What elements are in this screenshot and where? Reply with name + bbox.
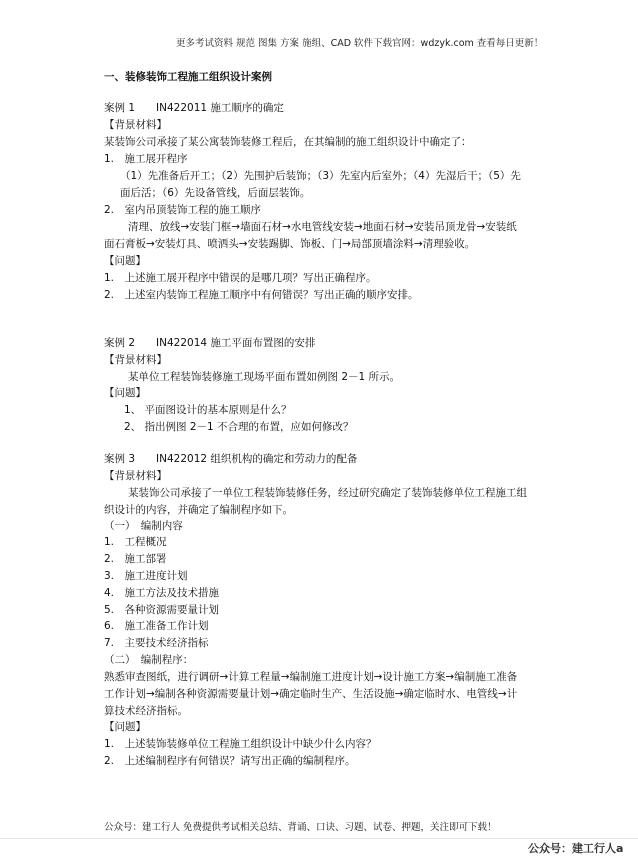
- case3-title: 案例 3 IN422012 组织机构的确定和劳动力的配备: [104, 453, 358, 465]
- case3-question-label: 【问题】: [104, 721, 146, 733]
- case3-part2-heading: （二） 编制程序：: [104, 654, 194, 666]
- footer-divider: [0, 838, 638, 839]
- page-footer: 公众号：建工行人 免费提供考试相关总结、背诵、口诀、习题、试卷、押题，关注即可下载！: [104, 822, 497, 833]
- case3-part1-heading: （一） 编制内容: [104, 520, 183, 532]
- case1-item2-text-a: 清理、放线→安装门框→墙面石材→水电管线安装→地面石材→安装吊顶龙骨→安装纸: [128, 221, 517, 233]
- case1-item1-text-b: 面后活；（6）先设备管线，后面层装饰。: [120, 187, 311, 199]
- case1-title: 案例 1 IN422011 施工顺序的确定: [104, 102, 284, 114]
- case3-bg-label: 【背景材料】: [104, 470, 167, 482]
- case3-intro-a: 某装饰公司承接了一单位工程装饰装修任务，经过研究确定了装饰装修单位工程施工组: [128, 487, 527, 499]
- watermark: 公众号：建工行人a: [528, 842, 624, 855]
- case2-title: 案例 2 IN422014 施工平面布置图的安排: [104, 337, 316, 349]
- case2-question-2: 2、 指出例图 2－1 不合理的布置，应如何修改？: [124, 421, 354, 433]
- case3-question-1: 1. 上述装饰装修单位工程施工组织设计中缺少什么内容？: [104, 738, 377, 750]
- case3-content-item: 5. 各种资源需要量计划: [104, 604, 220, 616]
- case1-item2: 2. 室内吊顶装饰工程的施工顺序: [104, 204, 262, 216]
- case1-intro: 某装饰公司承接了某公寓装饰装修工程后，在其编制的施工组织设计中确定了：: [104, 136, 472, 148]
- case3-content-item: 1. 工程概况: [104, 536, 167, 548]
- case1-question-2: 2. 上述室内装饰工程施工顺序中有何错误？写出正确的顺序安排。: [104, 289, 419, 301]
- case3-content-item: 7. 主要技术经济指标: [104, 637, 209, 649]
- case1-item2-text-b: 面石膏板→安装灯具、喷洒头→安装踢脚、饰板、门→局部顶墙涂料→清理验收。: [104, 238, 476, 250]
- case3-content-item: 6. 施工准备工作计划: [104, 620, 209, 632]
- case1-question-1: 1. 上述施工展开程序中错误的是哪几项？写出正确程序。: [104, 272, 377, 284]
- case3-content-item: 2. 施工部署: [104, 553, 167, 565]
- case3-question-2: 2. 上述编制程序有何错误？请写出正确的编制程序。: [104, 755, 356, 767]
- case1-item1: 1. 施工展开程序: [104, 153, 188, 165]
- case2-question-1: 1、 平面图设计的基本原则是什么？: [124, 404, 292, 416]
- case2-bg-label: 【背景材料】: [104, 354, 167, 366]
- case3-content-item: 3. 施工进度计划: [104, 570, 188, 582]
- case2-question-label: 【问题】: [104, 387, 146, 399]
- case3-procedure-c: 算技术经济指标。: [104, 705, 188, 717]
- case3-procedure-b: 工作计划→编制各种资源需要量计划→确定临时生产、生活设施→确定临时水、电管线→计: [104, 688, 518, 700]
- case3-content-item: 4. 施工方法及技术措施: [104, 587, 220, 599]
- case1-question-label: 【问题】: [104, 255, 146, 267]
- section-title: 一、装修装饰工程施工组织设计案例: [104, 71, 272, 83]
- case2-intro: 某单位工程装饰装修施工现场平面布置如例图 2－1 所示。: [128, 371, 401, 383]
- case1-bg-label: 【背景材料】: [104, 119, 167, 131]
- page-header: 更多考试资料 规范 图集 方案 施组、CAD 软件下载官网：wdzyk.com 查看每日更新！: [176, 38, 544, 49]
- case1-item1-text-a: （1）先准备后开工；（2）先围护后装饰；（3）先室内后室外；（4）先湿后干；（5）先: [120, 170, 521, 182]
- case3-intro-b: 织设计的内容，并确定了编制程序如下。: [104, 504, 293, 516]
- case3-procedure-a: 熟悉审查图纸，进行调研→计算工程量→编制施工进度计划→设计施工方案→编制施工准备: [104, 671, 518, 683]
